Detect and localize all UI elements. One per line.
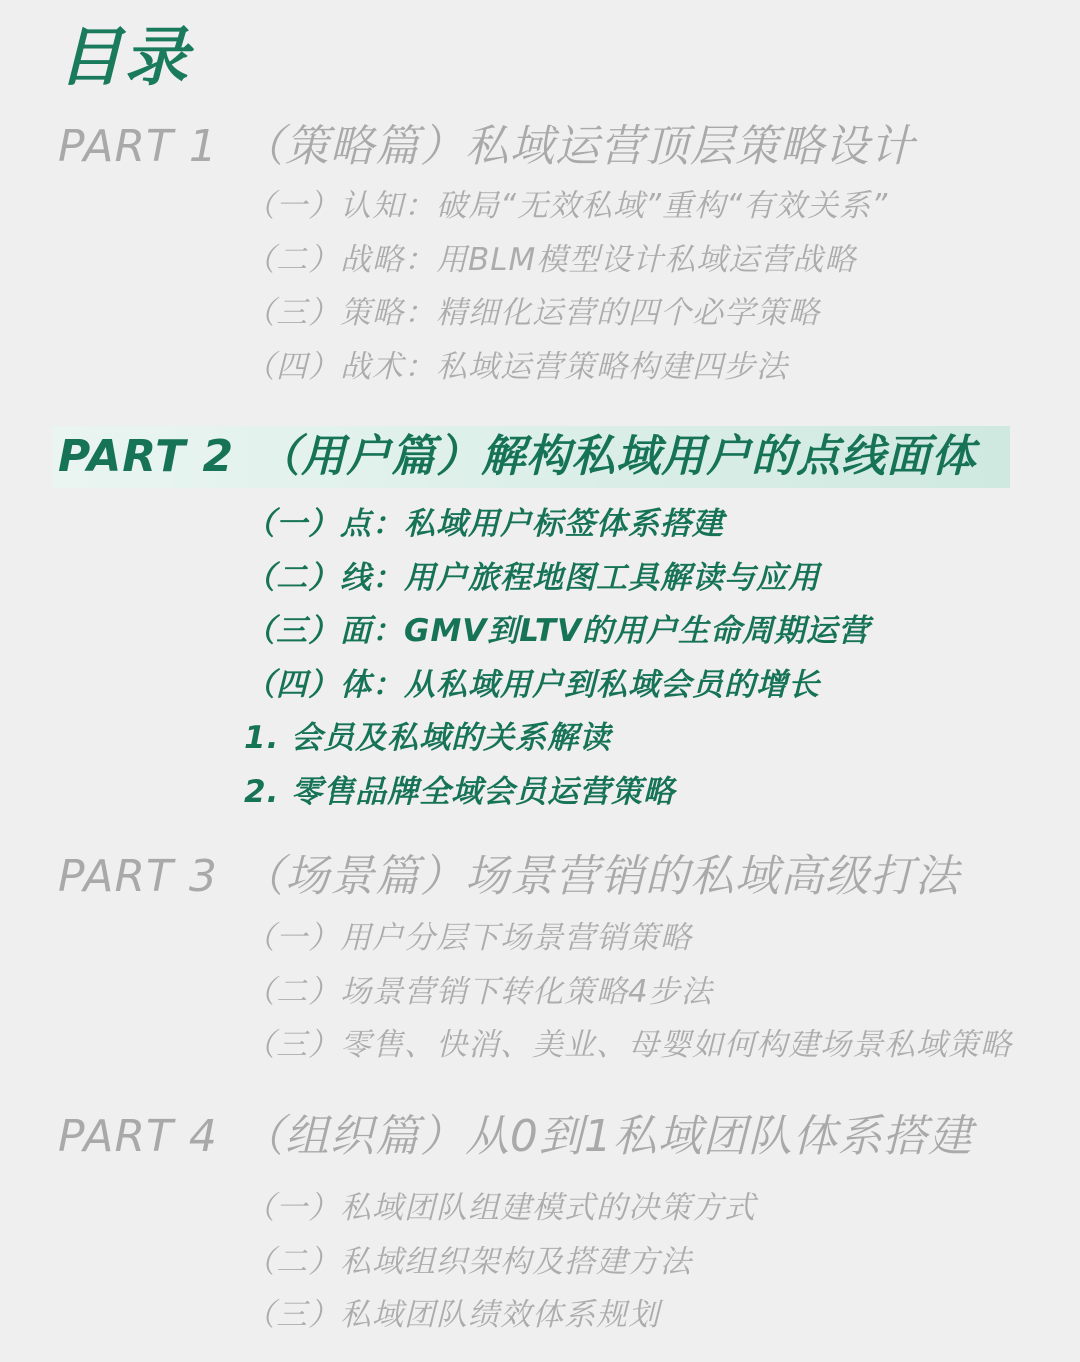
part-2-label: PART 2 <box>58 431 235 482</box>
part-3-items <box>244 912 1012 1073</box>
part-1-items <box>244 180 888 394</box>
part-2-items <box>244 498 870 819</box>
list-item: 1. 会员及私域的关系解读 <box>244 720 612 756</box>
part-3-label: PART 3 <box>58 851 218 902</box>
part-4-items <box>244 1182 756 1343</box>
part-3-title: （场景篇）场景营销的私域高级打法 <box>239 851 960 902</box>
list-item: （一）认知：破局“无效私域”重构“有效关系” <box>244 188 889 224</box>
list-item: （一）私域团队组建模式的决策方式 <box>244 1190 756 1226</box>
list-item: （三）策略：精细化运营的四个必学策略 <box>244 295 820 331</box>
list-item: （二）场景营销下转化策略4步法 <box>244 973 713 1010</box>
list-item: （一）点：私域用户标签体系搭建 <box>244 506 724 542</box>
list-item: （一）用户分层下场景营销策略 <box>244 920 692 956</box>
part-4-label: PART 4 <box>58 1111 218 1162</box>
part-1-heading <box>58 116 915 178</box>
list-item: （二）线：用户旅程地图工具解读与应用 <box>244 559 820 596</box>
part-4-title: （组织篇）从0到1私域团队体系搭建 <box>239 1111 973 1162</box>
part-1-title: （策略篇）私域运营顶层策略设计 <box>239 121 915 172</box>
page-title: 目录 <box>58 21 190 95</box>
list-item: （三）面：GMV到LTV的用户生命周期运营 <box>244 613 871 649</box>
list-item: （二）私域组织架构及搭建方法 <box>244 1243 692 1280</box>
list-item: （三）零售、快消、美业、母婴如何构建场景私域策略 <box>244 1027 1012 1063</box>
part-2-heading <box>58 426 976 488</box>
list-item: （四）体：从私域用户到私域会员的增长 <box>244 666 820 703</box>
list-item: （三）私域团队绩效体系规划 <box>244 1297 660 1333</box>
part-1-label: PART 1 <box>58 121 218 172</box>
part-4-heading <box>58 1106 973 1168</box>
list-item: （二）战略：用BLM模型设计私域运营战略 <box>244 241 857 278</box>
part-3-heading <box>58 846 960 908</box>
list-item: 2. 零售品牌全域会员运营策略 <box>244 773 676 810</box>
part-2-title: （用户篇）解构私域用户的点线面体 <box>256 431 977 482</box>
list-item: （四）战术：私域运营策略构建四步法 <box>244 348 788 385</box>
